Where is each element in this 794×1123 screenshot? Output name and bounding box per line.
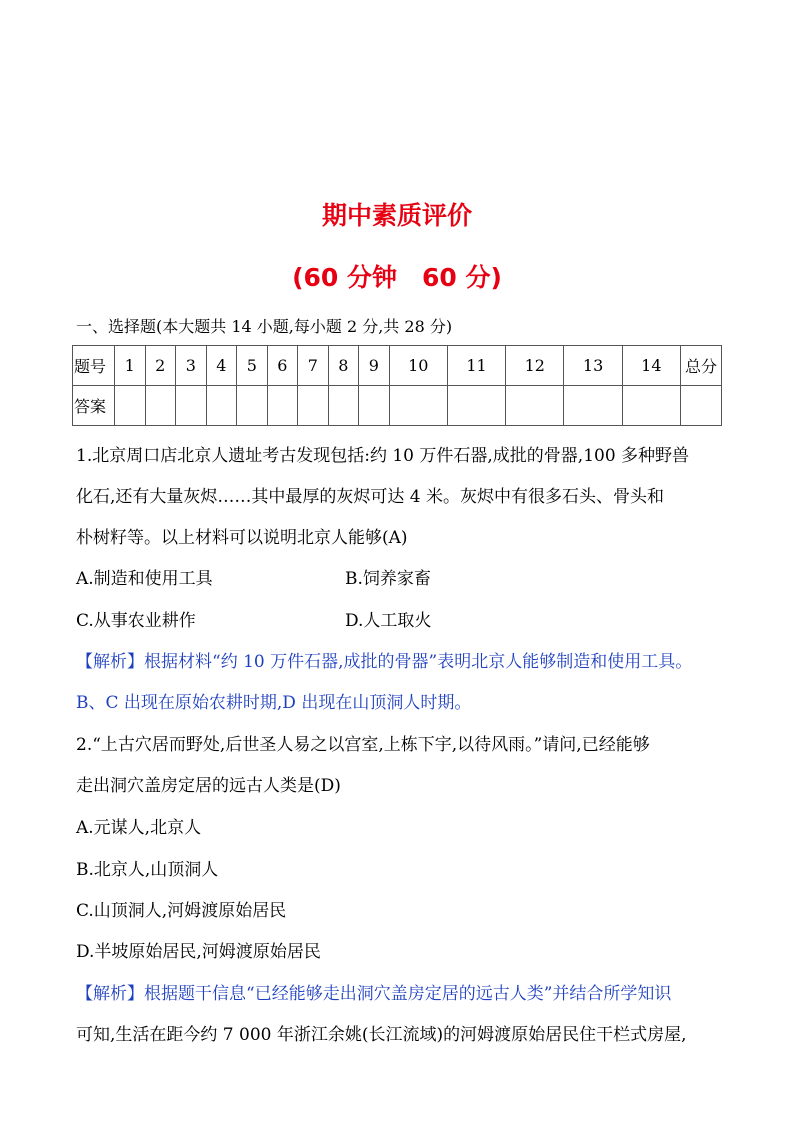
- question-number-cell: 4: [206, 346, 237, 386]
- answer-cell[interactable]: [298, 386, 329, 426]
- total-score-label: 总分: [681, 346, 722, 386]
- exam-duration-score: (60 分钟 60 分): [292, 263, 502, 292]
- q2-stem-line: 2.“上古穴居而野处,后世圣人易之以宫室,上栋下宇,以待风雨。”请问,已经能够: [76, 735, 650, 755]
- q1-analysis-text: 根据材料“约 10 万件石器,成批的骨器”表明北京人能够制造和使用工具。: [144, 652, 693, 672]
- question-number-cell: 13: [564, 346, 622, 386]
- q2-analysis-text: 根据题干信息“已经能够走出洞穴盖房定居的远古人类”并结合所学知识: [144, 984, 672, 1004]
- answer-table: [72, 345, 722, 426]
- answer-cell[interactable]: [206, 386, 237, 426]
- answer-cell[interactable]: [359, 386, 390, 426]
- q2-option-b: B.北京人,山顶洞人: [76, 860, 219, 880]
- question-number-cell: 12: [506, 346, 564, 386]
- answer-cell[interactable]: [267, 386, 298, 426]
- q2-analysis: [76, 979, 671, 1004]
- q2-analysis-line: 可知,生活在距今约 7 000 年浙江余姚(长江流域)的河姆渡原始居民住干栏式房屋,: [76, 1025, 687, 1045]
- question-number-label: 题号: [73, 346, 115, 386]
- answer-cell[interactable]: [506, 386, 564, 426]
- q1-option-a: A.制造和使用工具: [76, 569, 213, 589]
- answer-cell[interactable]: [115, 386, 146, 426]
- answer-cell[interactable]: [622, 386, 680, 426]
- q1-option-b: B.饲养家畜: [345, 569, 431, 589]
- question-number-cell: 6: [267, 346, 298, 386]
- question-number-cell: 5: [237, 346, 268, 386]
- answer-cell[interactable]: [564, 386, 622, 426]
- analysis-tag: 【解析】: [76, 652, 144, 672]
- question-number-cell: 7: [298, 346, 329, 386]
- answer-cell[interactable]: [389, 386, 447, 426]
- answer-cell[interactable]: [145, 386, 176, 426]
- answer-cell[interactable]: [176, 386, 207, 426]
- question-number-cell: 14: [622, 346, 680, 386]
- answer-row: [73, 386, 722, 426]
- answer-cell[interactable]: [447, 386, 505, 426]
- question-number-cell: 11: [447, 346, 505, 386]
- question-number-cell: 1: [115, 346, 146, 386]
- question-number-cell: 9: [359, 346, 390, 386]
- answer-cell[interactable]: [328, 386, 359, 426]
- q1-stem-line: 1.北京周口店北京人遗址考古发现包括:约 10 万件石器,成批的骨器,100 多种野兽: [76, 446, 690, 466]
- q2-option-c: C.山顶洞人,河姆渡原始居民: [76, 901, 287, 921]
- q2-option-d: D.半坡原始居民,河姆渡原始居民: [76, 942, 321, 962]
- analysis-tag: 【解析】: [76, 984, 144, 1004]
- q1-analysis-line: B、C 出现在原始农耕时期,D 出现在山顶洞人时期。: [76, 693, 472, 713]
- q1-option-d: D.人工取火: [345, 611, 432, 631]
- total-score-cell[interactable]: [681, 386, 722, 426]
- q1-stem-line: 化石,还有大量灰烬……其中最厚的灰烬可达 4 米。灰烬中有很多石头、骨头和: [76, 487, 665, 507]
- page-title: 期中素质评价: [321, 201, 472, 230]
- q1-analysis: [76, 647, 692, 672]
- question-number-row: [73, 346, 722, 386]
- question-number-cell: 8: [328, 346, 359, 386]
- question-number-cell: 2: [145, 346, 176, 386]
- answer-label: 答案: [73, 386, 115, 426]
- q2-option-a: A.元谋人,北京人: [76, 818, 202, 838]
- question-number-cell: 10: [389, 346, 447, 386]
- question-number-cell: 3: [176, 346, 207, 386]
- q2-stem-line: 走出洞穴盖房定居的远古人类是(D): [76, 776, 341, 796]
- section-heading: 一、选择题(本大题共 14 小题,每小题 2 分,共 28 分): [76, 317, 453, 336]
- answer-cell[interactable]: [237, 386, 268, 426]
- q1-option-c: C.从事农业耕作: [76, 611, 196, 631]
- q1-stem-line: 朴树籽等。以上材料可以说明北京人能够(A): [76, 528, 408, 548]
